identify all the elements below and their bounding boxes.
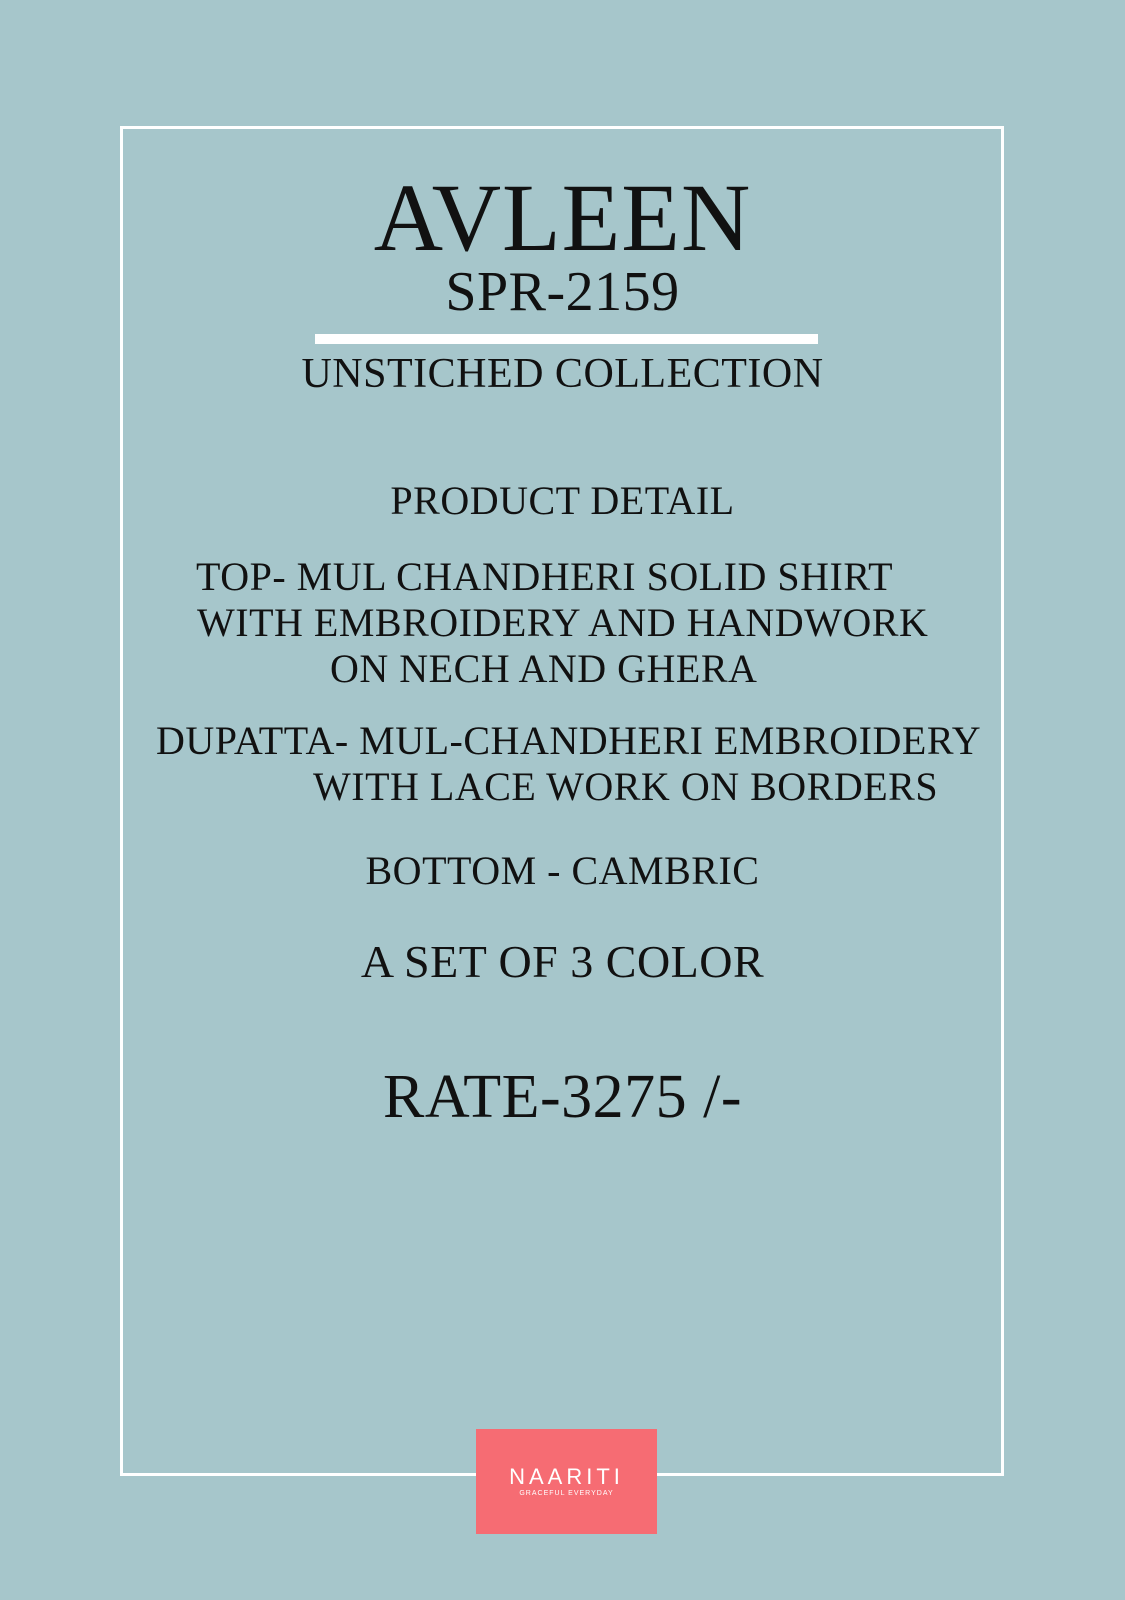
product-detail-heading: PRODUCT DETAIL xyxy=(390,478,735,523)
dupatta-detail-line-2: WITH LACE WORK ON BORDERS xyxy=(313,764,939,809)
brand-title: AVLEEN xyxy=(373,164,752,271)
top-detail-line-1: TOP- MUL CHANDHERI SOLID SHIRT xyxy=(196,554,894,599)
dupatta-detail-line-1: DUPATTA- MUL-CHANDHERI EMBROIDERY xyxy=(156,718,982,763)
bottom-detail: BOTTOM - CAMBRIC xyxy=(365,848,760,893)
color-set-label: A SET OF 3 COLOR xyxy=(360,936,765,987)
collection-label: UNSTICHED COLLECTION xyxy=(301,351,824,397)
top-detail-line-3: ON NECH AND GHERA xyxy=(330,646,758,691)
logo-tagline: GRACEFUL EVERYDAY xyxy=(519,1490,614,1497)
title-divider xyxy=(315,334,818,344)
logo-name: NAARITI xyxy=(509,1464,624,1489)
product-code: SPR-2159 xyxy=(445,261,680,323)
rate-label: RATE-3275 /- xyxy=(382,1063,743,1131)
top-detail-line-2: WITH EMBROIDERY AND HANDWORK xyxy=(197,600,929,645)
naariti-logo xyxy=(476,1429,657,1534)
